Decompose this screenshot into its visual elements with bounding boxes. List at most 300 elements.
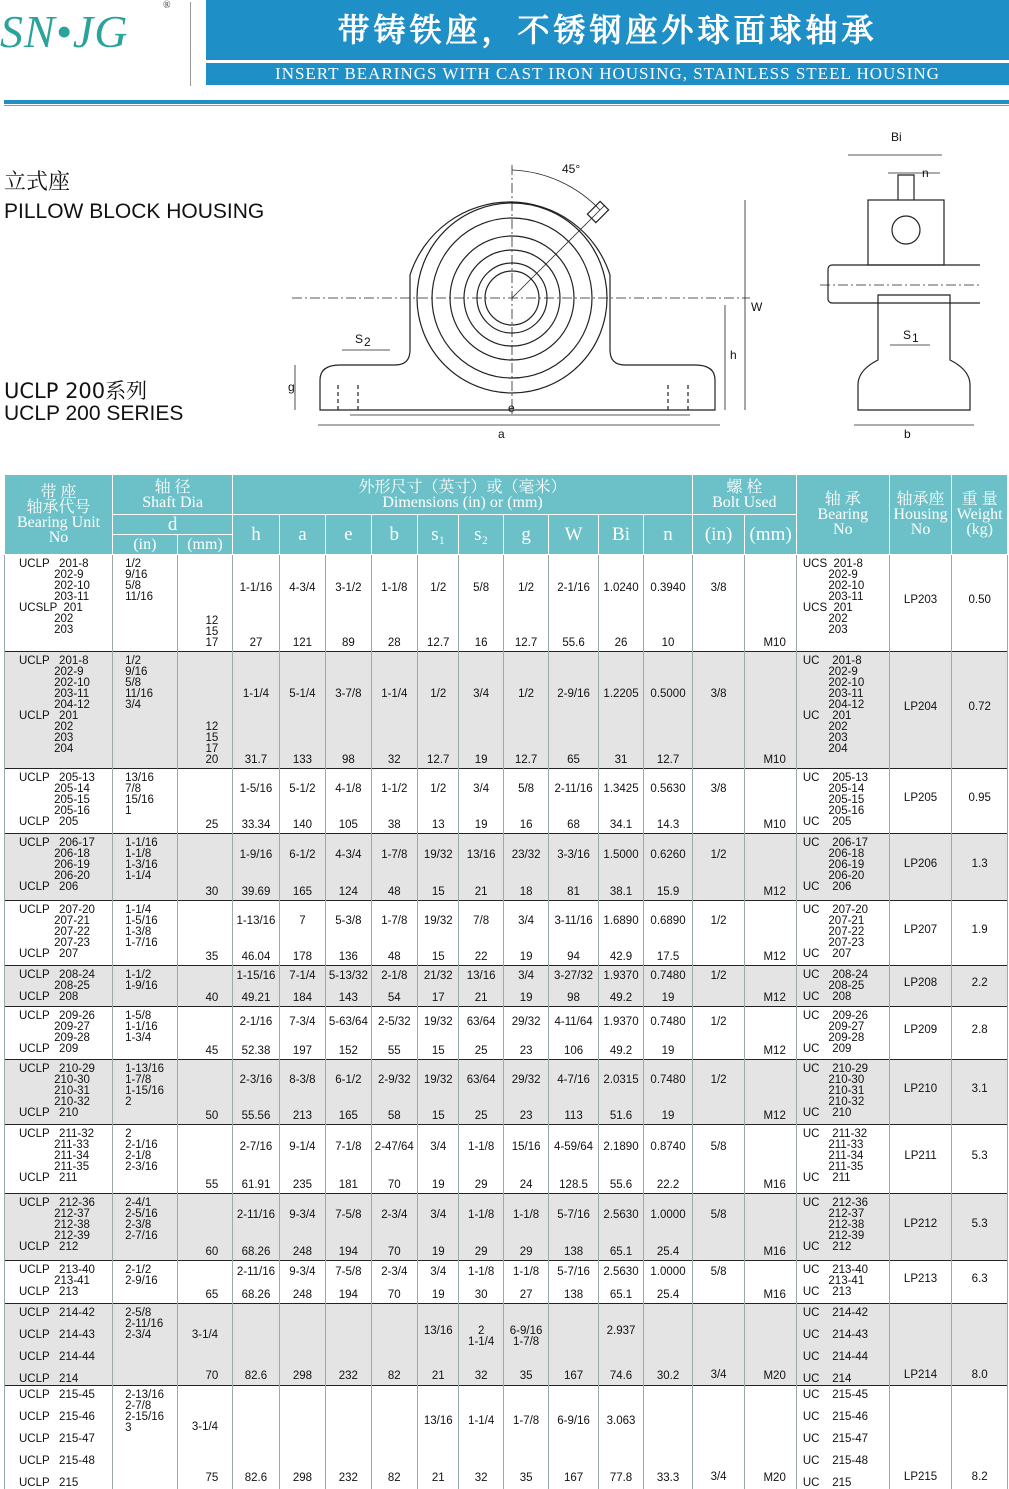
dim-b-mm: 58 (372, 1111, 417, 1122)
housing-no: LP207 (890, 925, 952, 936)
dim-b-mm: 32 (372, 755, 417, 766)
bolt-mm-cell (745, 1386, 797, 1489)
dim-e-cell (326, 769, 371, 834)
dim-b-cell (371, 1125, 417, 1194)
dim-w-in: 5-7/16 (549, 1267, 597, 1278)
bolt-in-value: 3/8 (693, 784, 745, 795)
weight-cell (952, 1125, 1008, 1194)
unit-no-cell (5, 1007, 113, 1060)
unit-no: UCLP 211-32 211-33 211-34 211-35 UCLP 211 (5, 1125, 112, 1184)
bearing-en2: No (797, 522, 889, 537)
dim-b-mm: 70 (372, 1180, 417, 1191)
dim-e-mm: 232 (326, 1473, 370, 1484)
bolt-mm-wrap (745, 1125, 796, 1193)
housing-no: LP211 (890, 1151, 952, 1162)
dim-h-cell (233, 901, 279, 966)
dim-g-cell (503, 1060, 548, 1125)
shaft-in: 1-1/4 1-5/16 1-3/8 1-7/16 (113, 901, 177, 949)
shaft-mm: 55 (178, 1180, 233, 1191)
bearing-cn: 轴 承 (797, 492, 889, 507)
shaft-in: 2-1/2 2-9/16 (113, 1261, 177, 1287)
bolt-in-wrap (693, 1386, 745, 1486)
weight-cell (952, 769, 1008, 834)
bolt-in-wrap (693, 1060, 745, 1124)
bearing-no: UC 209-26 209-27 209-28 UC 209 (797, 1007, 889, 1055)
dim-b-in: 2-3/4 (372, 1267, 417, 1278)
dim-g-cell (503, 1304, 548, 1386)
dim-h-wrap (233, 1194, 278, 1260)
dim-h-wrap (233, 901, 278, 965)
dim-n-mm: 22.2 (644, 1180, 692, 1191)
unit-no-cell (5, 555, 113, 652)
housing-no-wrap (890, 652, 952, 768)
table-row (5, 1386, 1008, 1489)
dim-b-cell (371, 1194, 417, 1261)
shaft-mm: 75 (178, 1473, 233, 1484)
header-rule-thin (4, 105, 1009, 106)
dim-e-in: 5-63/64 (326, 1017, 370, 1028)
dim-s1-in: 1/2 (418, 784, 458, 795)
dim-s2-in: 13/16 (459, 850, 502, 861)
unit-no-cell (5, 1125, 113, 1194)
bolt-in-value: 1/2 (693, 1075, 745, 1086)
dim-n-in: 0.7480 (644, 971, 692, 982)
shaft-in-cell (113, 834, 178, 901)
col-g: g (503, 515, 548, 555)
dim-n-in: 0.6260 (644, 850, 692, 861)
unit-no-cell (5, 1261, 113, 1304)
dim-n-in: 0.7480 (644, 1017, 692, 1028)
dim-e-wrap (326, 1060, 370, 1124)
dim-n-in: 1.0000 (644, 1210, 692, 1221)
dim-n-in: 0.6890 (644, 916, 692, 927)
dim-s1-cell (418, 1261, 459, 1304)
dim-s2-cell (459, 1060, 503, 1125)
dim-n-wrap (644, 1060, 692, 1124)
dim-bi-in: 2.5630 (599, 1210, 643, 1221)
dim-s2-mm: 29 (459, 1180, 502, 1191)
housing-no-wrap (890, 901, 952, 965)
weight-cell (952, 901, 1008, 966)
shaft-mm: 50 (178, 1111, 233, 1122)
dim-a-cell (279, 1194, 325, 1261)
bearing-no-cell (796, 769, 889, 834)
dim-bi-cell (598, 1007, 643, 1060)
unit-no-cell (5, 1060, 113, 1125)
dim-n-cell (644, 555, 693, 652)
housing-no: LP212 (890, 1219, 952, 1230)
housing-en2: No (890, 522, 952, 537)
dim-g-wrap (504, 1194, 548, 1260)
dim-w-cell (549, 1125, 598, 1194)
shaft-en: Shaft Dia (113, 495, 232, 510)
dim-w-cell (549, 1060, 598, 1125)
section-title-cn: 立式座 (4, 165, 70, 196)
dim-b-wrap (372, 1304, 417, 1384)
dim-s2-mm: 22 (459, 952, 502, 963)
dim-h-mm: 68.26 (233, 1247, 278, 1258)
col-shaft (113, 475, 233, 515)
dim-n-mm: 33.3 (644, 1473, 692, 1484)
shaft-mm: 12 15 17 (178, 616, 233, 649)
col-w: W (549, 515, 598, 555)
dim-h-in: 1-5/16 (233, 784, 278, 795)
dim-s1-cell (418, 1007, 459, 1060)
dim-bi-wrap (599, 1304, 643, 1384)
bolt-in-cell (692, 901, 745, 966)
dim-n-cell (644, 769, 693, 834)
dim-a-mm: 213 (280, 1111, 325, 1122)
housing-no-cell (889, 652, 952, 769)
bolt-in-cell (692, 555, 745, 652)
dim-b-cell (371, 1007, 417, 1060)
dim-b-in: 1-7/8 (372, 916, 417, 927)
dim-g-wrap (504, 1125, 548, 1193)
bearing-no-cell (796, 555, 889, 652)
weight-cell (952, 1261, 1008, 1304)
dim-n-mm: 19 (644, 1111, 692, 1122)
dim-s1-wrap (418, 1060, 458, 1124)
bolt-in-cell (692, 769, 745, 834)
dim-w-mm: 167 (549, 1473, 597, 1484)
series-title-en: UCLP 200 SERIES (4, 402, 183, 426)
dim-h-cell (233, 834, 279, 901)
dim-a-in: 4-3/4 (280, 583, 325, 594)
dim-g-cell (503, 1261, 548, 1304)
dim-s2-in: 2 1-1/4 (459, 1326, 502, 1348)
dim-w-mm: 98 (549, 993, 597, 1004)
bolt-en: Bolt Used (693, 495, 796, 510)
dim-s1-wrap (418, 769, 458, 833)
shaft-mm: 30 (178, 887, 233, 898)
dim-bi-in: 1.2205 (599, 689, 643, 700)
dim-w-mm: 138 (549, 1290, 597, 1301)
dim-h-in: 1-1/4 (233, 689, 278, 700)
bolt-mm-cell (745, 1007, 797, 1060)
dim-a-mm: 121 (280, 638, 325, 649)
dim-h-wrap (233, 1125, 278, 1193)
bolt-mm-value: M12 (745, 952, 796, 963)
bolt-in-cell (692, 1261, 745, 1304)
shaft-in: 2-4/1 2-5/16 2-3/8 2-7/16 (113, 1194, 177, 1242)
shaft-mm-cell (177, 1125, 233, 1194)
dim-w-wrap (549, 1304, 597, 1384)
bolt-mm-value: M10 (745, 820, 796, 831)
housing-no: LP206 (890, 859, 952, 870)
shaft-mm-cell (177, 1304, 233, 1386)
weight-cell (952, 834, 1008, 901)
series-title-cn: UCLP 200系列 (4, 375, 147, 405)
col-bearing-unit (5, 475, 113, 555)
dim-bi-cell (598, 1194, 643, 1261)
dim-w-wrap (549, 1007, 597, 1059)
housing-no: LP209 (890, 1025, 952, 1036)
dim-a-mm: 197 (280, 1046, 325, 1057)
dim-w-in: 2-9/16 (549, 689, 597, 700)
dim-w-mm: 81 (549, 887, 597, 898)
dim-n-cell (644, 652, 693, 769)
dim-e-mm: 98 (326, 755, 370, 766)
dim-n-wrap (644, 1194, 692, 1260)
dim-b-mm: 55 (372, 1046, 417, 1057)
dim-e-in: 4-1/8 (326, 784, 370, 795)
bolt-mm-wrap (745, 1194, 796, 1260)
weight-value: 5.3 (952, 1151, 1007, 1162)
dim-b-cell (371, 1386, 417, 1489)
dim-s1-in: 1/2 (418, 689, 458, 700)
unit-en1: Bearing Unit (5, 515, 112, 530)
bearing-no: UC 201-8 202-9 202-10 203-11 204-12 UC 201 202 203 204 (797, 652, 889, 755)
dim-h-wrap (233, 555, 278, 651)
dim-s2-mm: 30 (459, 1290, 502, 1301)
dim-bi-wrap (599, 901, 643, 965)
dim-n-wrap (644, 834, 692, 900)
bearing-no-cell (796, 1386, 889, 1489)
housing-no: LP204 (890, 702, 952, 713)
dim-w-cell (549, 1304, 598, 1386)
dim-s1-in: 19/32 (418, 850, 458, 861)
section-title-en: PILLOW BLOCK HOUSING (4, 200, 264, 224)
table-row (5, 1194, 1008, 1261)
bolt-mm-wrap (745, 1304, 796, 1384)
unit-no: UCLP 209-26 209-27 209-28 UCLP 209 (5, 1007, 112, 1055)
dims-cn: 外形尺寸（英寸）或（毫米） (233, 480, 692, 495)
shaft-in-wrap (113, 1007, 177, 1059)
dim-e-wrap (326, 1125, 370, 1193)
dim-h-mm: 82.6 (233, 1371, 278, 1382)
shaft-in-cell (113, 769, 178, 834)
dim-g-mm: 18 (504, 887, 548, 898)
dim-g-mm: 23 (504, 1111, 548, 1122)
housing-no-cell (889, 1007, 952, 1060)
dim-b-in: 1-1/2 (372, 784, 417, 795)
dim-s2-in: 7/8 (459, 916, 502, 927)
dim-b-mm: 70 (372, 1290, 417, 1301)
dim-s2-wrap (459, 1007, 502, 1059)
dim-h-in: 1-9/16 (233, 850, 278, 861)
dim-s2-wrap (459, 769, 502, 833)
dim-s2-mm: 16 (459, 638, 502, 649)
dim-n-wrap (644, 1125, 692, 1193)
dim-b-wrap (372, 1125, 417, 1193)
bearing-no: UC 211-32 211-33 211-34 211-35 UC 211 (797, 1125, 889, 1184)
dim-w-mm: 167 (549, 1371, 597, 1382)
dim-g-wrap (504, 1386, 548, 1486)
table-row (5, 1125, 1008, 1194)
s2-sub-label: 2 (364, 335, 371, 349)
dim-s1-in: 19/32 (418, 1075, 458, 1086)
dim-e-mm: 194 (326, 1247, 370, 1258)
dim-n-cell (644, 1304, 693, 1386)
col-n: n (644, 515, 693, 555)
weight-en2: (kg) (952, 522, 1007, 537)
s1-sub-label: 1 (912, 331, 919, 345)
dim-h-mm: 68.26 (233, 1290, 278, 1301)
bearing-no: UC 206-17 206-18 206-19 206-20 UC 206 (797, 834, 889, 893)
bearing-no: UC 215-45 UC 215-46 UC 215-47 UC 215-48 UC 215 (797, 1386, 889, 1489)
dim-bi-wrap (599, 1194, 643, 1260)
dim-bi-cell (598, 1060, 643, 1125)
dim-n-in: 1.0000 (644, 1267, 692, 1278)
dim-bi-cell (598, 1304, 643, 1386)
shaft-mm-header: (mm) (177, 535, 233, 555)
shaft-in: 1/2 9/16 5/8 11/16 3/4 (113, 652, 177, 711)
dim-e-cell (326, 966, 371, 1007)
bolt-mm-wrap (745, 769, 796, 833)
weight-wrap (952, 1261, 1007, 1303)
housing-no-cell (889, 901, 952, 966)
dim-h-in: 2-11/16 (233, 1210, 278, 1221)
dim-e-mm: 181 (326, 1180, 370, 1191)
dim-h-mm: 33.34 (233, 820, 278, 831)
dim-s2-cell (459, 834, 503, 901)
weight-wrap (952, 834, 1007, 900)
bearing-no-cell (796, 652, 889, 769)
shaft-in-cell (113, 966, 178, 1007)
dim-a-cell (279, 1386, 325, 1489)
dim-s2-cell (459, 966, 503, 1007)
housing-cn: 轴承座 (890, 492, 952, 507)
dim-h-wrap (233, 1304, 278, 1384)
dim-w-wrap (549, 834, 597, 900)
dim-g-mm: 19 (504, 952, 548, 963)
dim-h-wrap (233, 1261, 278, 1303)
unit-no-cell (5, 1386, 113, 1489)
bolt-mm-wrap (745, 1386, 796, 1486)
col-housing-no (889, 475, 952, 555)
dim-b-cell (371, 966, 417, 1007)
unit-no-cell (5, 1304, 113, 1386)
dim-n-cell (644, 1007, 693, 1060)
unit-no: UCLP 213-40 213-41 UCLP 213 (5, 1261, 112, 1298)
dim-a-cell (279, 1007, 325, 1060)
weight-value: 8.2 (952, 1472, 1007, 1483)
dim-h-mm: 52.38 (233, 1046, 278, 1057)
bolt-mm-value: M16 (745, 1290, 796, 1301)
bolt-in-wrap (693, 555, 745, 651)
bolt-mm-wrap (745, 1060, 796, 1124)
dim-h-cell (233, 1261, 279, 1304)
dim-a-wrap (280, 1060, 325, 1124)
dim-h-cell (233, 1304, 279, 1386)
dim-a-wrap (280, 966, 325, 1006)
dim-s2-in: 1-1/8 (459, 1210, 502, 1221)
shaft-in-wrap (113, 1125, 177, 1193)
dim-bi-wrap (599, 1386, 643, 1486)
shaft-in-wrap (113, 652, 177, 768)
dim-s1-wrap (418, 966, 458, 1006)
dim-e-wrap (326, 1261, 370, 1303)
bearing-no: UC 212-36 212-37 212-38 212-39 UC 212 (797, 1194, 889, 1253)
dim-a-in: 9-3/4 (280, 1210, 325, 1221)
dim-e-cell (326, 1060, 371, 1125)
shaft-in-cell (113, 1060, 178, 1125)
dim-s1-cell (418, 555, 459, 652)
dim-a-in: 7-1/4 (280, 971, 325, 982)
dim-s2-in: 63/64 (459, 1017, 502, 1028)
dim-b-mm: 48 (372, 887, 417, 898)
dim-g-mm: 12.7 (504, 755, 548, 766)
weight-value: 1.9 (952, 925, 1007, 936)
dim-g-in: 1-1/8 (504, 1267, 548, 1278)
dim-e-in: 7-5/8 (326, 1267, 370, 1278)
h-label: h (730, 348, 737, 362)
bolt-mm-value: M12 (745, 1111, 796, 1122)
weight-value: 0.72 (952, 702, 1007, 713)
bolt-mm-value: M10 (745, 638, 796, 649)
dim-s2-in: 13/16 (459, 971, 502, 982)
dim-bi-mm: 55.6 (599, 1180, 643, 1191)
dim-g-in: 6-9/16 1-7/8 (504, 1326, 548, 1348)
shaft-in-wrap (113, 769, 177, 833)
dim-a-wrap (280, 769, 325, 833)
dim-s2-wrap (459, 555, 502, 651)
dim-a-cell (279, 1304, 325, 1386)
dim-a-cell (279, 901, 325, 966)
dim-h-wrap (233, 1386, 278, 1486)
dim-bi-mm: 42.9 (599, 952, 643, 963)
shaft-in-wrap (113, 1304, 177, 1384)
shaft-in-wrap (113, 901, 177, 965)
housing-no: LP203 (890, 595, 952, 606)
housing-no-cell (889, 1304, 952, 1386)
bolt-mm-cell (745, 1194, 797, 1261)
weight-cell (952, 1304, 1008, 1386)
dim-w-cell (549, 769, 598, 834)
dim-e-cell (326, 1125, 371, 1194)
dim-b-wrap (372, 1060, 417, 1124)
dim-g-in: 5/8 (504, 784, 548, 795)
dim-s1-cell (418, 1125, 459, 1194)
dim-g-in: 23/32 (504, 850, 548, 861)
weight-cell (952, 1007, 1008, 1060)
dim-g-cell (503, 769, 548, 834)
bolt-mm-wrap (745, 901, 796, 965)
dim-s2-in: 3/4 (459, 784, 502, 795)
dim-g-wrap (504, 834, 548, 900)
col-h: h (233, 515, 279, 555)
dim-g-wrap (504, 901, 548, 965)
dim-w-in: 3-11/16 (549, 916, 597, 927)
dim-n-in: 0.8740 (644, 1142, 692, 1153)
dim-w-wrap (549, 652, 597, 768)
bolt-in-cell (692, 1060, 745, 1125)
dim-h-wrap (233, 966, 278, 1006)
dim-bi-in: 2.1890 (599, 1142, 643, 1153)
shaft-mm-cell (177, 1194, 233, 1261)
bolt-mm-value: M16 (745, 1247, 796, 1258)
bolt-mm-cell (745, 966, 797, 1007)
bolt-in-value: 3/4 (693, 1370, 745, 1381)
shaft-mm: 65 (178, 1290, 233, 1301)
dim-w-cell (549, 1194, 598, 1261)
dim-a-cell (279, 769, 325, 834)
col-b: b (371, 515, 417, 555)
dim-b-cell (371, 1060, 417, 1125)
dim-s2-cell (459, 1386, 503, 1489)
dim-w-wrap (549, 555, 597, 651)
dim-b-mm: 54 (372, 993, 417, 1004)
dim-b-in: 1-1/8 (372, 583, 417, 594)
dim-b-in: 1-1/4 (372, 689, 417, 700)
dim-w-mm: 55.6 (549, 638, 597, 649)
dim-w-cell (549, 834, 598, 901)
dim-e-mm: 124 (326, 887, 370, 898)
dim-s2-mm: 21 (459, 887, 502, 898)
bolt-mm-cell (745, 555, 797, 652)
dim-bi-cell (598, 1386, 643, 1489)
unit-no: UCLP 214-42 UCLP 214-43 UCLP 214-44 UCLP 214 (5, 1304, 112, 1385)
